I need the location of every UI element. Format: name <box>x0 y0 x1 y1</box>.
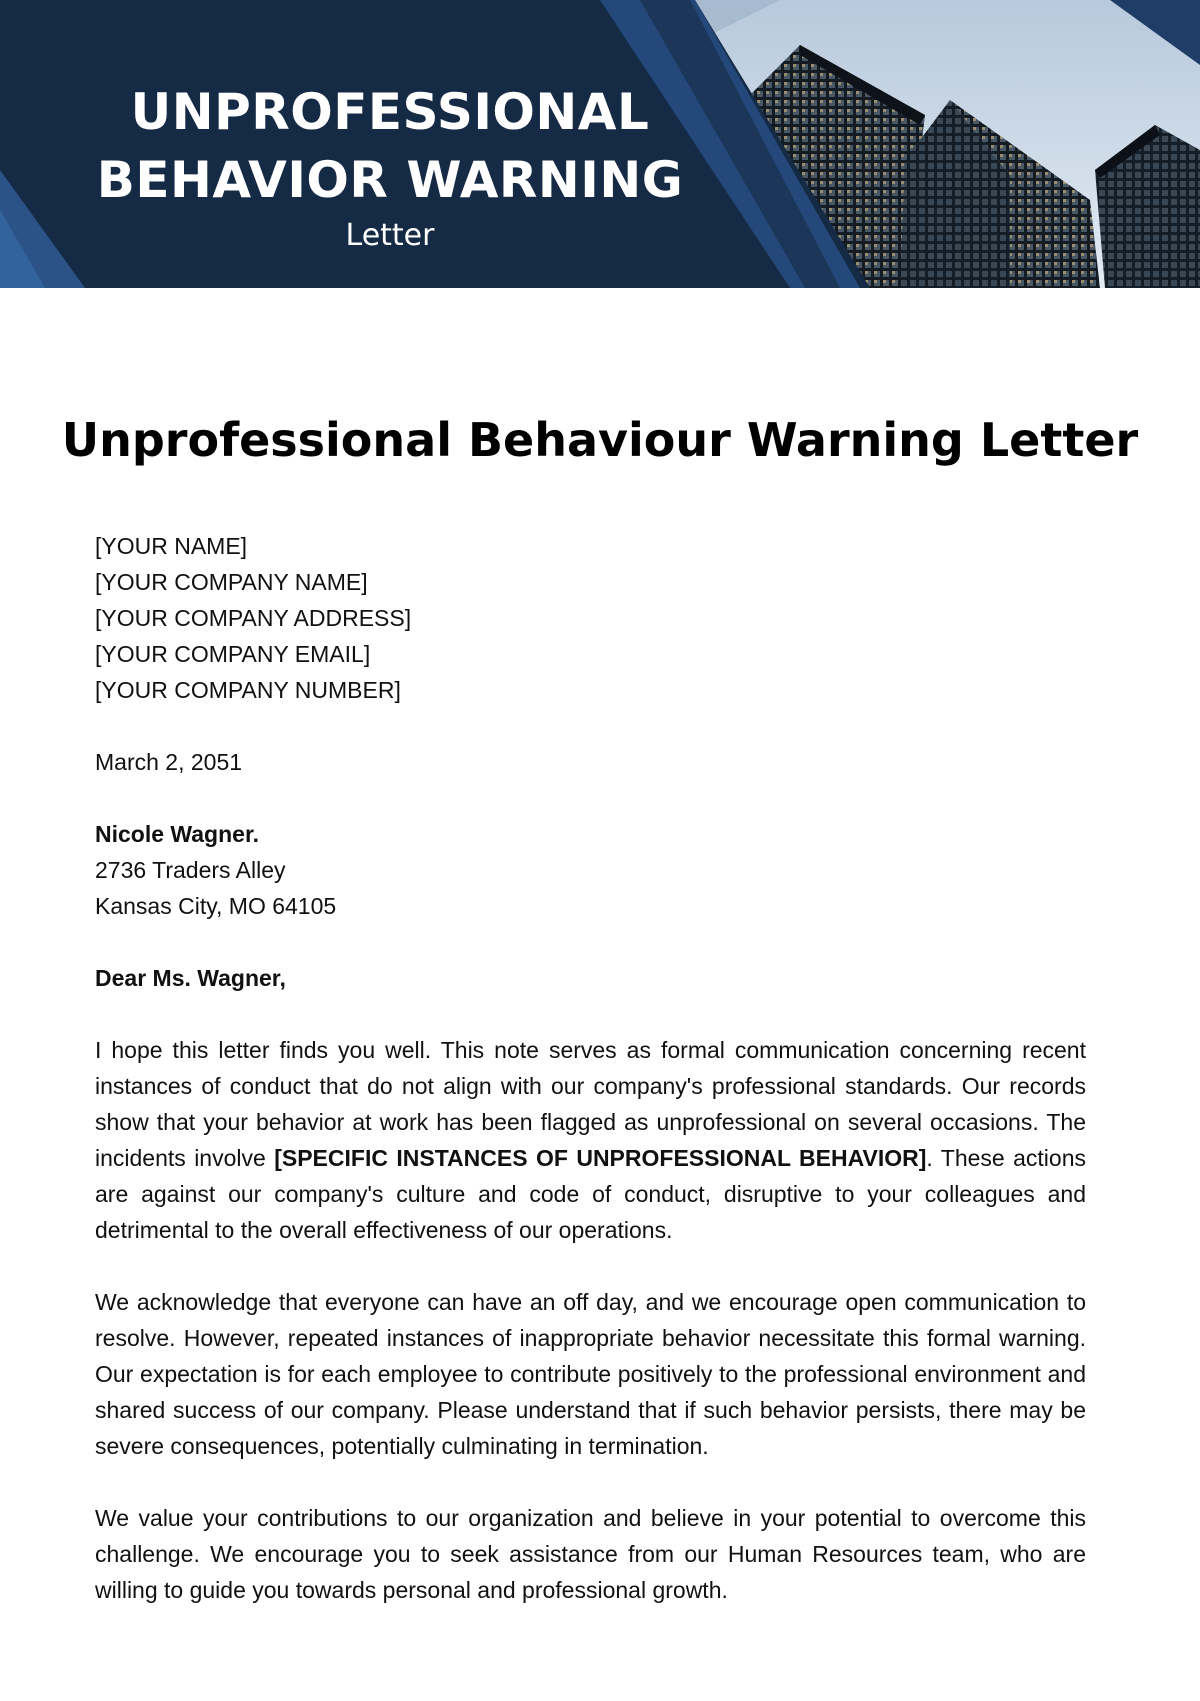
banner-title-line1: UNPROFESSIONAL <box>130 83 650 141</box>
sender-block <box>95 528 1086 708</box>
salutation: Dear Ms. Wagner, <box>95 965 286 991</box>
recipient-address-line2: Kansas City, MO 64105 <box>95 893 337 919</box>
letter-date: March 2, 2051 <box>95 749 243 775</box>
banner-subtitle: Letter <box>345 218 435 253</box>
sender-company-number: [YOUR COMPANY NUMBER] <box>95 677 401 703</box>
sender-name: [YOUR NAME] <box>95 533 248 559</box>
header-banner <box>0 0 1200 288</box>
document-title: Unprofessional Behaviour Warning Letter <box>61 413 1139 467</box>
paragraph-1-intro: I hope this letter finds you well. This note serves as formal communication concerning recent instances of conduct that do not align with our company's professional standards. Our records show that your behavior at work has been flagged as unprofessional on several occasions. The incidents involve <box>95 1037 1086 1171</box>
specific-instances-placeholder: [SPECIFIC INSTANCES OF UNPROFESSIONAL BEHAVIOR] <box>274 1145 927 1171</box>
sender-company-email: [YOUR COMPANY EMAIL] <box>95 641 371 667</box>
paragraph-1-closing: . These actions are against our company's culture and code of conduct, disruptive to your colleagues and detrimental to the overall effectiveness of our operations. <box>95 1145 1087 1243</box>
recipient-block <box>95 816 1086 924</box>
paragraph-2: We acknowledge that everyone can have an off day, and we encourage open communication to resolve. However, repeated instances of inappropriate behavior necessitate this formal warning. Our expectation is for each employee to contribute positively to the professional environment and shared success of our company. Please understand that if such behavior persists, there may be severe consequences, potentially culminating in termination. <box>95 1289 1086 1459</box>
banner-title <box>90 78 690 214</box>
recipient-name: Nicole Wagner. <box>95 821 260 847</box>
sender-company-address: [YOUR COMPANY ADDRESS] <box>95 605 412 631</box>
letter-body <box>95 528 1086 1644</box>
banner-title-line2: BEHAVIOR WARNING <box>96 151 684 209</box>
sender-company-name: [YOUR COMPANY NAME] <box>95 569 368 595</box>
recipient-address-line1: 2736 Traders Alley <box>95 857 286 883</box>
paragraph-1 <box>95 1032 1086 1248</box>
paragraph-3: We value your contributions to our organization and believe in your potential to overcome this challenge. We encourage you to seek assistance from our Human Resources team, who are willing to guide you towards personal and professional growth. <box>95 1505 1086 1603</box>
